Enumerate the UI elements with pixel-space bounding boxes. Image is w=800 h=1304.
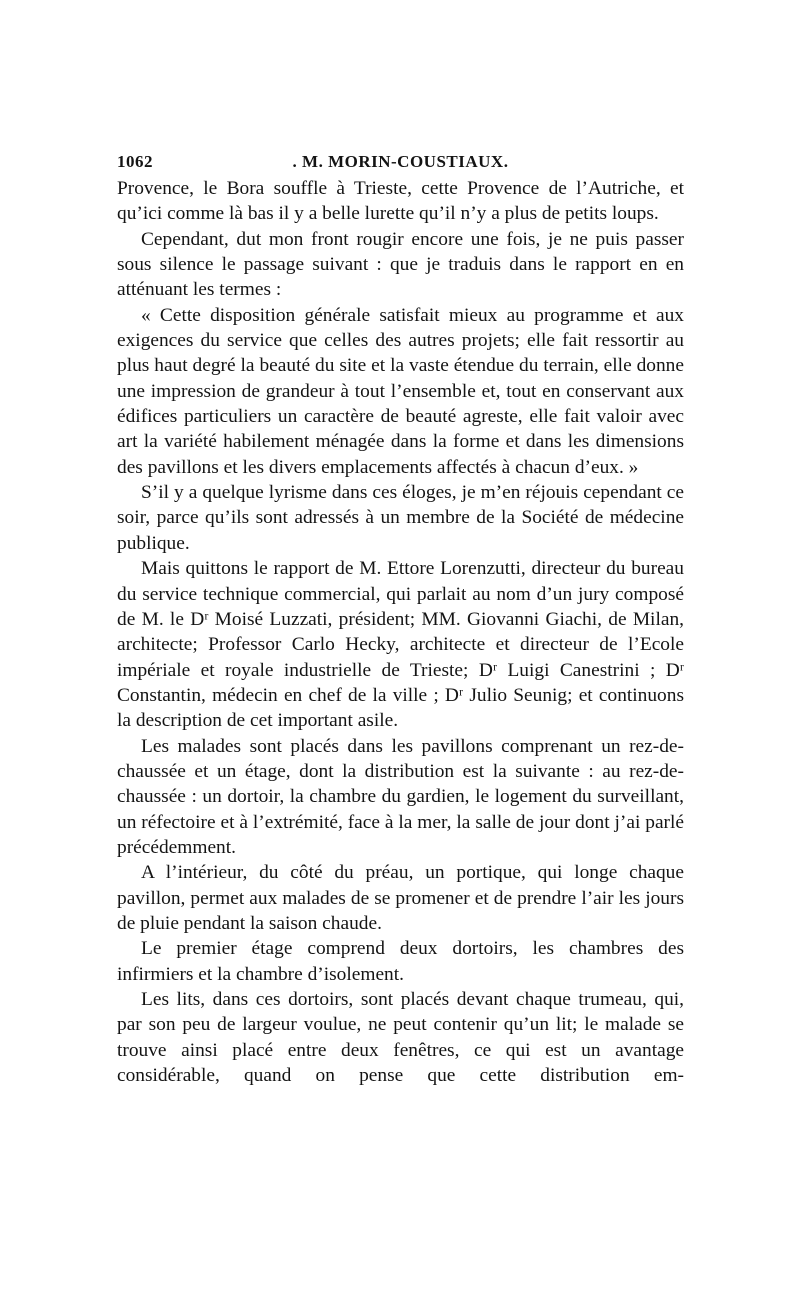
running-title: . M. MORIN-COUSTIAUX. (292, 152, 509, 171)
running-head (117, 150, 684, 176)
paragraph: S’il y a quelque lyrisme dans ces éloges, je m’en réjouis cependant ce soir, parce qu’ils sont adressés à un membre de la Société de médecine publique. (117, 482, 684, 554)
paragraph: Les malades sont placés dans les pavillons comprenant un rez-de-chaussée et un étage, dont la distribution est la suivante : au rez-de-chaussée : un dortoir, la chambre du gardien, le logement du surveillant, un réfectoire et à l’extrémité, face à la mer, la salle de jour dont j’ai parlé précédemment. (117, 735, 684, 858)
paragraph: Le premier étage comprend deux dortoirs, les chambres des infirmiers et la chambre d’isolement. (117, 938, 684, 985)
body-text (117, 176, 684, 1088)
paragraph: A l’intérieur, du côté du préau, un portique, qui longe chaque pavillon, permet aux malades de se promener et de prendre l’air les jours de pluie pendant la saison chaude. (117, 862, 684, 934)
book-page (117, 150, 684, 1088)
quoted-paragraph: « Cette disposition générale satisfait mieux au programme et aux exigences du service que celles des autres projets; elle fait ressortir au plus haut degré la beauté du site et la vaste étendue du terrain, elle donne une impression de grandeur à tout l’ensemble et, tout en conservant aux édifices particuliers un caractère de beauté agreste, elle fait valoir avec art la variété habilement ménagée dans la forme et dans les dimensions des pavillons et les divers emplacements affectés à chacun d’eux. » (117, 304, 684, 478)
paragraph: Les lits, dans ces dortoirs, sont placés devant chaque trumeau, qui, par son peu de largeur voulue, ne peut contenir qu’un lit; le malade se trouve ainsi placé entre deux fenêtres, ce qui est un avantage considérable, quand on pense que cette distribution em- (117, 989, 684, 1087)
paragraph: Mais quittons le rapport de M. Ettore Lorenzutti, directeur du bureau du service technique commercial, qui parlait au nom d’un jury composé de M. le Dʳ Moisé Luzzati, président; MM. Giovanni Giachi, de Milan, architecte; Professor Carlo Hecky, architecte et directeur de l’Ecole impériale et royale industrielle de Trieste; Dʳ Luigi Canestrini ; Dʳ Constantin, médecin en chef de la ville ; Dʳ Julio Seunig; et continuons la description de cet important asile. (117, 558, 684, 732)
page-number: 1062 (117, 152, 153, 171)
paragraph-continuation: Provence, le Bora souffle à Trieste, cette Provence de l’Autriche, et qu’ici comme là bas il y a belle lurette qu’il n’y a plus de petits loups. (117, 178, 684, 225)
paragraph: Cependant, dut mon front rougir encore une fois, je ne puis passer sous silence le passage suivant : que je traduis dans le rapport en en atténuant les termes : (117, 228, 684, 301)
